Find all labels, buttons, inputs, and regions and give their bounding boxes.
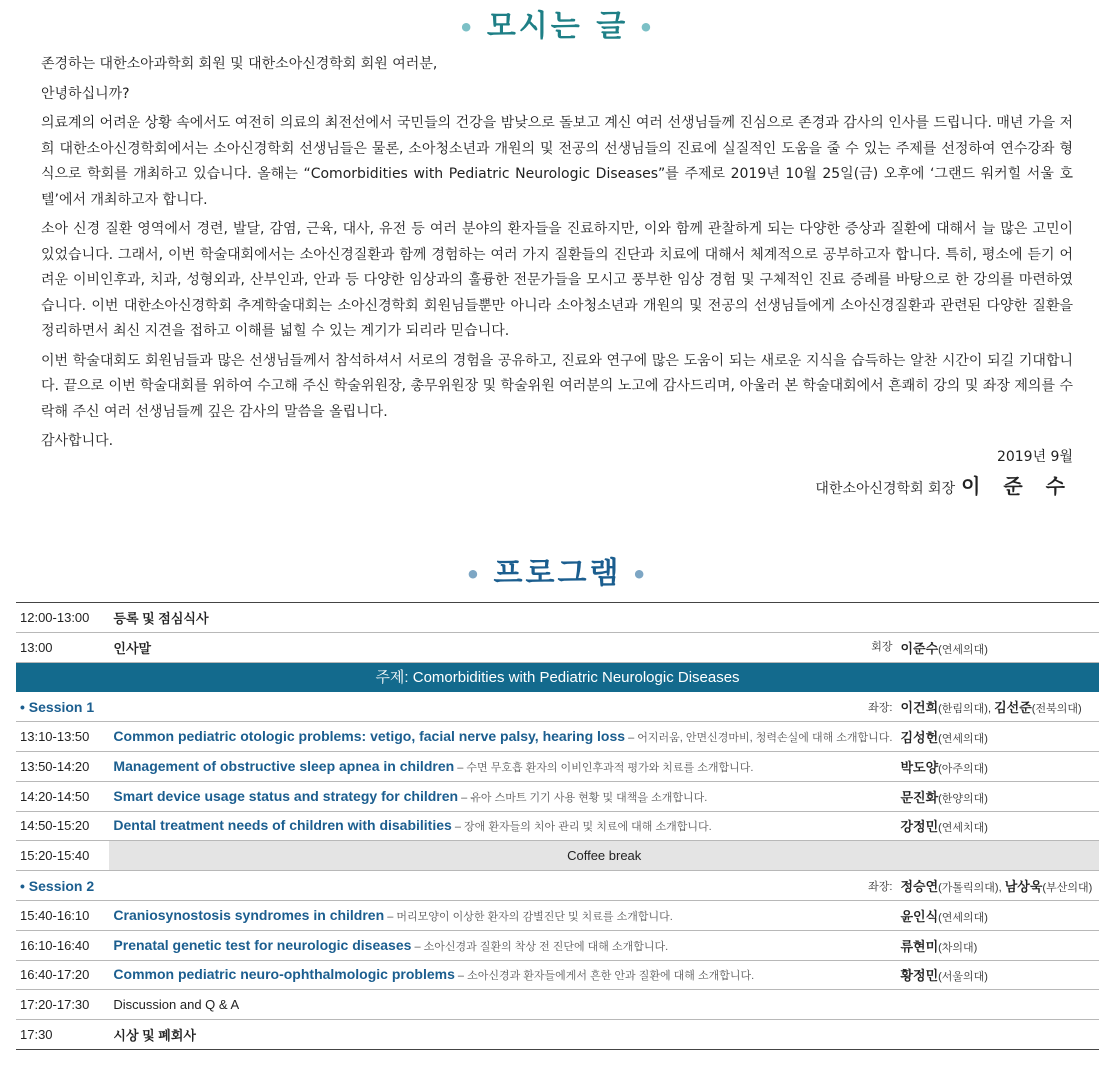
talk-topic: Common pediatric otologic problems: vetigo, facial nerve palsy, hearing loss (113, 728, 626, 745)
theme-title: 주제: Comorbidities with Pediatric Neurologic Diseases (16, 662, 1099, 692)
talk-description: – 어지러움, 안면신경마비, 청력손실에 대해 소개합니다. (625, 732, 893, 745)
speaker-name: 박도양 (900, 759, 939, 775)
table-row (16, 990, 1099, 1020)
speaker-cell (896, 751, 1099, 781)
row-time: 16:10-16:40 (16, 930, 109, 960)
row-time: 13:50-14:20 (16, 751, 109, 781)
talk-cell (109, 751, 896, 781)
speaker-cell (896, 781, 1099, 811)
chair-name: 정승연 (900, 879, 939, 895)
row-time: 17:20-17:30 (16, 990, 109, 1020)
row-time: 14:50-15:20 (16, 811, 109, 841)
talk-description: – 수면 무호흡 환자의 이비인후과적 평가와 치료를 소개합니다. (454, 761, 754, 774)
table-row (16, 960, 1099, 990)
chair-label: 좌장: (868, 880, 893, 893)
speaker-cell (896, 722, 1099, 752)
speaker-affiliation: (차의대) (938, 941, 978, 954)
table-row (16, 900, 1099, 930)
table-row (16, 632, 1099, 662)
speaker-name: 강정민 (900, 819, 939, 835)
coffee-break-row (16, 841, 1099, 871)
speaker-name: 김성헌 (900, 730, 939, 746)
table-row (16, 930, 1099, 960)
table-row (16, 603, 1099, 633)
chair-label: 좌장: (868, 701, 893, 714)
session-label-cell (16, 871, 896, 901)
heading-dot-right: • (631, 560, 650, 589)
letter-heading (0, 9, 1115, 46)
chair-affiliation: (부산의대) (1042, 882, 1093, 895)
chair-name: 남상욱 (1004, 879, 1043, 895)
row-time: 15:40-16:10 (16, 900, 109, 930)
row-time: 17:30 (16, 1020, 109, 1050)
speaker-affiliation: (한양의대) (938, 792, 988, 805)
talk-description: – 머리모양이 이상한 환자의 감별진단 및 치료를 소개합니다. (384, 910, 673, 923)
speaker-affiliation: (아주의대) (938, 762, 988, 775)
talk-cell (109, 930, 896, 960)
speaker-name: 윤인식 (900, 908, 939, 924)
talk-description: – 유아 스마트 기기 사용 현황 및 대책을 소개합니다. (458, 791, 708, 804)
chair-affiliation: (한림의대), (938, 703, 995, 716)
speaker-cell (896, 811, 1099, 841)
table-row (16, 781, 1099, 811)
talk-topic: Dental treatment needs of children with disabilities (113, 817, 452, 834)
table-row (16, 722, 1099, 752)
row-title: 인사말 (113, 640, 152, 656)
row-title: 시상 및 폐회사 (109, 1020, 896, 1050)
talk-cell (109, 781, 896, 811)
speaker-cell (896, 900, 1099, 930)
table-row (16, 1020, 1099, 1050)
talk-topic: Common pediatric neuro-ophthalmologic problems (113, 966, 455, 983)
speaker-affiliation: (연세의대) (938, 911, 988, 924)
speaker-cell (896, 960, 1099, 990)
row-title: 등록 및 점심식사 (109, 603, 896, 633)
coffee-break-label: Coffee break (109, 841, 1099, 871)
signer-title: 대한소아신경학회 회장 (815, 481, 956, 497)
talk-topic: Management of obstructive sleep apnea in children (113, 757, 455, 774)
letter-paragraph: 의료계의 어려운 상황 속에서도 여전히 의료의 최전선에서 국민들의 건강을 밤낮으로 돌보고 계신 여러 선생님들께 진심으로 존경과 감사의 인사를 드립니다. 매년 가을 저희 대한소아신경학회에서는 소아신경학회 선생님들은 물론, 소아청소년과 개원의 및 전공의 선생님들의 진료에 실질적인 도움을 줄 수 있는 주제를 선정하여 연수강좌 형식으로 학회를 개최하고 있습니다. 올해는 “Comorbidities with Pediatric Neurologic Diseases”를 주제로 2019년 10월 25일(금) 오후에 ‘그랜드 워커힐 서울 호텔’에서 개최하고자 합니다. (41, 115, 1073, 208)
row-title: Discussion and Q & A (109, 990, 896, 1020)
speaker-affiliation: (연세의대) (938, 733, 988, 746)
speaker-affiliation: (서울의대) (938, 971, 988, 984)
chair-name: 김선준 (994, 700, 1032, 716)
letter-date: 2019년 9월 (996, 449, 1073, 465)
program-table (16, 602, 1099, 1050)
heading-dot-right: • (638, 13, 657, 42)
chair-affiliation: (가톨릭의대), (938, 882, 1005, 895)
speaker-cell (896, 632, 1099, 662)
row-time: 15:20-15:40 (16, 841, 109, 871)
speaker-name: 문진화 (900, 789, 939, 805)
letter-heading-text: 모시는 글 (486, 9, 629, 44)
speaker-affiliation: (연세의대) (938, 643, 988, 656)
row-time: 14:20-14:50 (16, 781, 109, 811)
letter-body (41, 52, 1073, 459)
talk-description: – 장애 환자들의 치아 관리 및 치료에 대해 소개합니다. (451, 821, 712, 834)
row-title-cell (109, 632, 896, 662)
session-label: • Session 2 (20, 877, 95, 894)
letter-paragraph: 존경하는 대한소아과학회 회원 및 대한소아신경학회 회원 여러분, (41, 56, 438, 72)
letter-paragraph: 안녕하십니까? (41, 85, 130, 102)
speaker-affiliation: (연세치대) (938, 822, 988, 835)
row-time: 12:00-13:00 (16, 603, 109, 633)
talk-topic: Smart device usage status and strategy for children (113, 787, 459, 804)
letter-paragraph: 이번 학술대회도 회원님들과 많은 선생님들께서 참석하셔서 서로의 경험을 공유하고, 진료와 연구에 많은 도움이 되는 새로운 지식을 습득하는 알찬 시간이 되길 기대합니다. 끝으로 이번 학술대회를 위하여 수고해 주신 학술위원장, 총무위원장 및 학술위원 여러분의 노고에 감사드리며, 아울러 본 학술대회에서 흔쾌히 강의 및 좌장 제의를 수락해 주신 여러 선생님들께 깊은 감사의 말씀을 올립니다. (41, 352, 1073, 420)
chair-affiliation: (전북의대) (1031, 703, 1082, 716)
session-label-cell (16, 692, 896, 722)
signer-name: 이 준 수 (961, 474, 1073, 498)
talk-cell (109, 722, 896, 752)
row-time: 13:00 (16, 632, 109, 662)
session-label: • Session 1 (20, 698, 95, 715)
talk-topic: Prenatal genetic test for neurologic diseases (113, 936, 412, 953)
theme-row (16, 662, 1099, 692)
letter-paragraph: 소아 신경 질환 영역에서 경련, 발달, 감염, 근육, 대사, 유전 등 여러 분야의 환자들을 진료하지만, 이와 함께 관찰하게 되는 다양한 증상과 질환에 대해서 늘 많은 고민이 있었습니다. 그래서, 이번 학술대회에서는 소아신경질환과 함께 경험하는 여러 가지 질환들의 진단과 치료에 대해서 체계적으로 공부하고자 합니다. 특히, 평소에 듣기 어려운 이비인후과, 치과, 성형외과, 산부인과, 안과 등 다양한 임상과의 훌륭한 전문가들을 모시고 풍부한 임상 경험 및 구체적인 진료 증례를 바탕으로 한 강의를 마련하였습니다. 이번 대한소아신경학회 추계학술대회는 소아신경학회 회원님들뿐만 아니라 소아청소년과 개원의 및 전공의 선생님들에게 소아신경질환과 관련된 다양한 질환을 정리하면서 최신 지견을 접하고 이해를 넓힐 수 있는 계기가 되리라 믿습니다. (41, 221, 1073, 339)
speaker-name: 류현미 (900, 938, 939, 954)
speaker-name: 황정민 (900, 968, 939, 984)
chairs-cell (896, 871, 1099, 901)
table-row (16, 751, 1099, 781)
talk-cell (109, 900, 896, 930)
program-heading-text: 프로그램 (493, 556, 622, 591)
chairs-cell (896, 692, 1099, 722)
session-row (16, 871, 1099, 901)
speaker-name: 이준수 (900, 640, 939, 656)
speaker-cell (896, 930, 1099, 960)
row-time: 13:10-13:50 (16, 722, 109, 752)
table-row (16, 811, 1099, 841)
talk-cell (109, 960, 896, 990)
program-heading (0, 556, 1115, 593)
talk-cell (109, 811, 896, 841)
heading-dot-left: • (465, 560, 484, 589)
talk-description: – 소아신경과 질환의 착상 전 진단에 대해 소개합니다. (411, 940, 669, 953)
row-time: 16:40-17:20 (16, 960, 109, 990)
talk-description: – 소아신경과 환자들에게서 흔한 안과 질환에 대해 소개합니다. (454, 970, 755, 983)
talk-topic: Craniosynostosis syndromes in children (113, 906, 385, 923)
speaker-role: 회장 (871, 640, 893, 653)
letter-signature (600, 470, 1073, 499)
chair-name: 이건희 (900, 700, 939, 716)
heading-dot-left: • (458, 13, 477, 42)
letter-paragraph: 감사합니다. (41, 433, 114, 449)
session-row (16, 692, 1099, 722)
